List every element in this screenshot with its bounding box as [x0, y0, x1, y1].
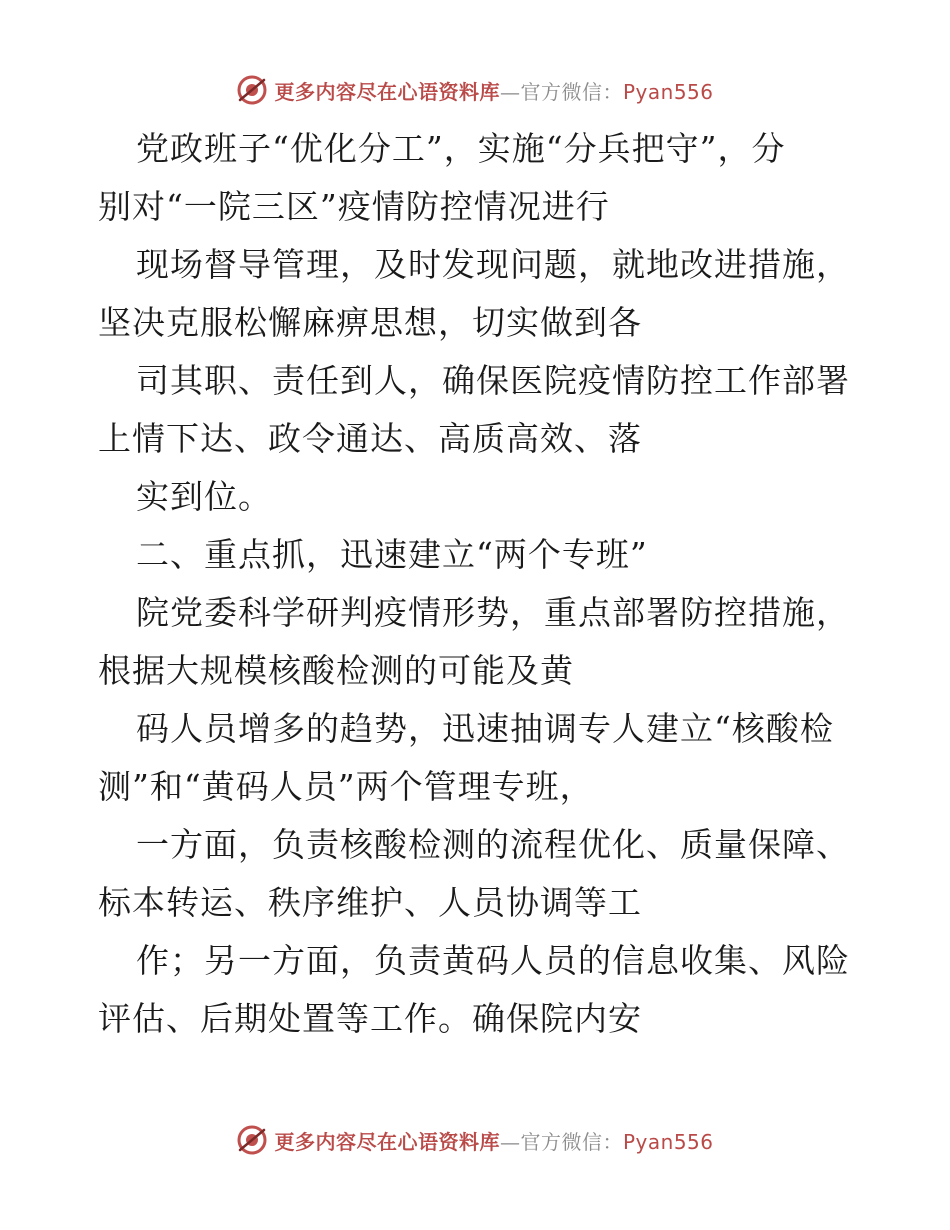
- paragraph-line: 现场督导管理，及时发现问题，就地改进措施，: [136, 245, 850, 284]
- paragraph-line: 上情下达、政令通达、高质高效、落: [98, 419, 642, 458]
- paragraph-line: 党政班子“优化分工”，实施“分兵把守”，分: [136, 129, 786, 168]
- paragraph-line: 码人员增多的趋势，迅速抽调专人建立“核酸检: [136, 709, 834, 748]
- banner-wechat-id: Pyan556: [622, 1129, 714, 1154]
- logo-icon: [236, 1124, 268, 1156]
- logo-icon: [236, 74, 268, 106]
- banner-text: [274, 1126, 713, 1155]
- paragraph-line: 院党委科学研判疫情形势，重点部署防控措施，: [136, 593, 850, 632]
- paragraph-line: 别对“一院三区”疫情防控情况进行: [98, 187, 610, 226]
- banner-wechat-label: 官方微信：: [520, 1129, 623, 1154]
- paragraph-line: 司其职、责任到人，确保医院疫情防控工作部署: [136, 361, 850, 400]
- banner-wechat-id: Pyan556: [622, 79, 714, 104]
- banner-site-text: 更多内容尽在心语资料库: [274, 79, 500, 104]
- banner-wechat-label: 官方微信：: [520, 79, 623, 104]
- banner-site-text: 更多内容尽在心语资料库: [274, 1129, 500, 1154]
- document-body: [98, 120, 858, 1048]
- paragraph-line: 坚决克服松懈麻痹思想，切实做到各: [98, 303, 642, 342]
- paragraph-line: 作；另一方面，负责黄码人员的信息收集、风险: [136, 941, 850, 980]
- section-heading: 二、重点抓，迅速建立“两个专班”: [136, 535, 648, 574]
- paragraph-line: 根据大规模核酸检测的可能及黄: [98, 651, 574, 690]
- paragraph-line: 一方面，负责核酸检测的流程优化、质量保障、: [136, 825, 850, 864]
- banner-separator: —: [499, 79, 521, 104]
- footer-banner: [0, 1120, 950, 1160]
- banner-text: [274, 76, 713, 105]
- header-banner: [0, 70, 950, 110]
- banner-separator: —: [499, 1129, 521, 1154]
- paragraph-line: 测”和“黄码人员”两个管理专班，: [98, 767, 594, 806]
- paragraph-line: 实到位。: [136, 477, 272, 516]
- paragraph-line: 标本转运、秩序维护、人员协调等工: [98, 883, 642, 922]
- paragraph-line: 评估、后期处置等工作。确保院内安: [98, 999, 642, 1038]
